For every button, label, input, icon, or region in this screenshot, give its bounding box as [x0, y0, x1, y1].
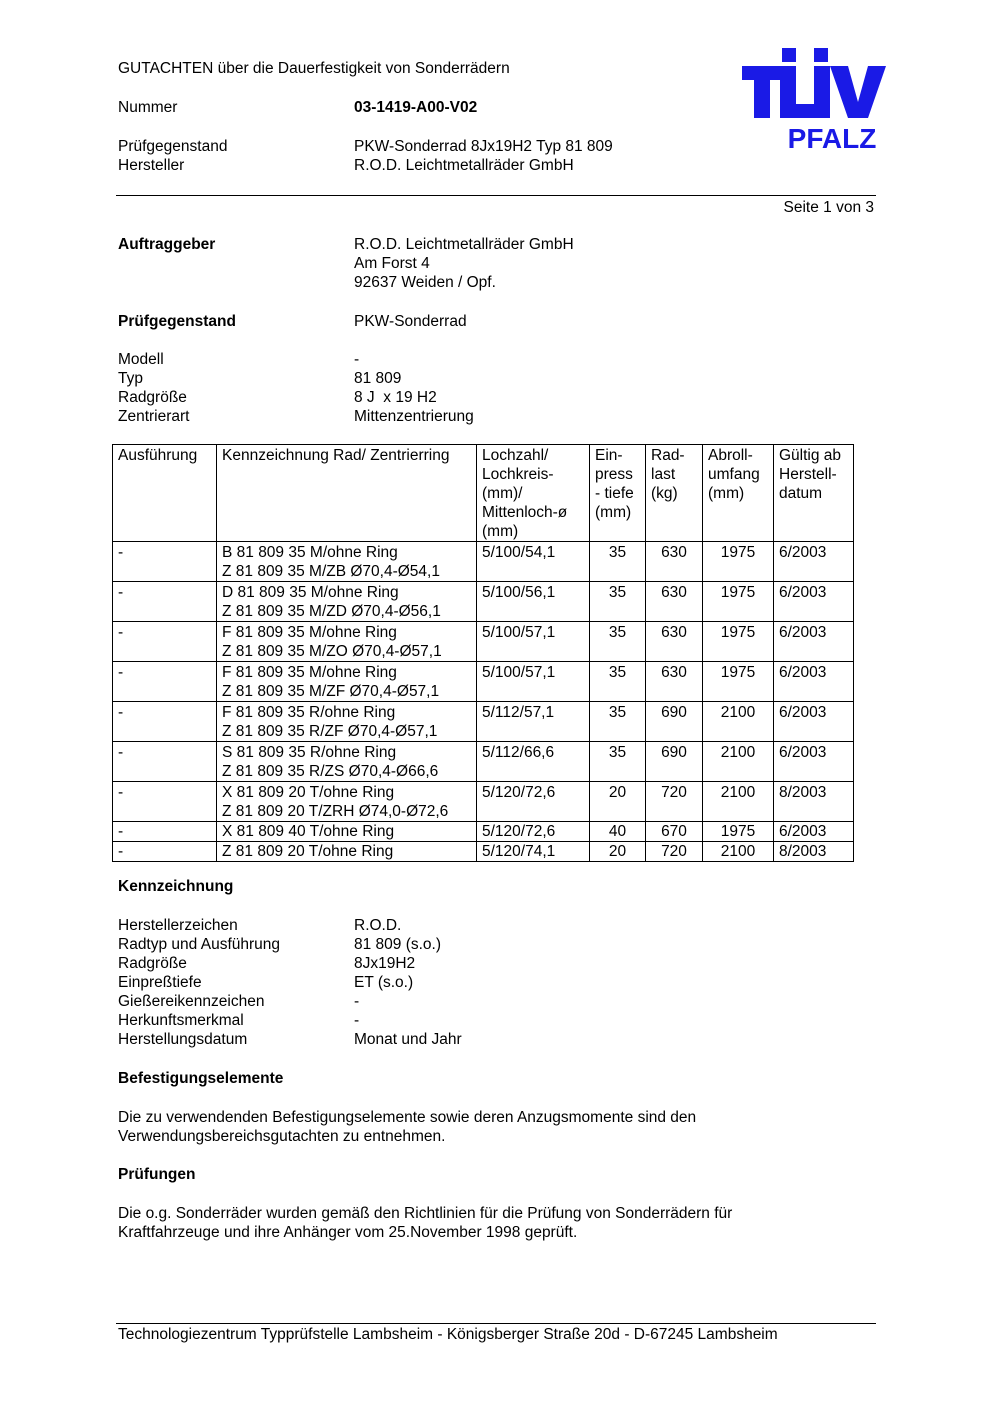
- table-row: [113, 662, 854, 702]
- table-row: [113, 822, 854, 842]
- cell-datum: 6/2003: [774, 622, 854, 662]
- cell-lochkreis: 5/120/74,1: [477, 842, 590, 862]
- logo-umlaut-dot: [782, 48, 796, 62]
- cell-ausfuehrung: -: [113, 662, 217, 702]
- field-label: Radgröße: [118, 955, 187, 972]
- cell-datum: 8/2003: [774, 842, 854, 862]
- field-label: Typ: [118, 370, 143, 387]
- field-label: Radgröße: [118, 389, 187, 406]
- pruefgegenstand-label: Prüfgegenstand: [118, 138, 228, 155]
- field-label: Zentrierart: [118, 408, 190, 425]
- table-header-row: [113, 445, 854, 542]
- cell-kennzeichnung: X 81 809 40 T/ohne Ring: [217, 822, 477, 842]
- cell-lochkreis: 5/100/57,1: [477, 622, 590, 662]
- hersteller-value: R.O.D. Leichtmetallräder GmbH: [354, 157, 574, 174]
- auftraggeber-line: 92637 Weiden / Opf.: [354, 274, 496, 291]
- cell-radlast: 630: [646, 622, 703, 662]
- table-row: [113, 842, 854, 862]
- table-row: [113, 542, 854, 582]
- field-value: -: [354, 1012, 360, 1029]
- wheel-spec-table: [112, 444, 854, 862]
- cell-einpresstiefe: 35: [590, 662, 646, 702]
- table-row: [113, 782, 854, 822]
- field-value: -: [354, 351, 360, 368]
- cell-ausfuehrung: -: [113, 822, 217, 842]
- cell-einpresstiefe: 20: [590, 842, 646, 862]
- field-label: Gießereikennzeichen: [118, 993, 265, 1010]
- cell-einpresstiefe: 20: [590, 782, 646, 822]
- field-value: 81 809 (s.o.): [354, 936, 442, 953]
- cell-datum: 6/2003: [774, 742, 854, 782]
- auftraggeber-label: Auftraggeber: [118, 236, 216, 253]
- field-label: Radtyp und Ausführung: [118, 936, 281, 953]
- field-value: ET (s.o.): [354, 974, 414, 991]
- logo-umlaut-dot: [814, 48, 828, 62]
- pruefgegenstand-section-value: PKW-Sonderrad: [354, 313, 467, 330]
- field-label: Modell: [118, 351, 164, 368]
- cell-einpresstiefe: 35: [590, 702, 646, 742]
- field-value: R.O.D.: [354, 917, 402, 934]
- cell-einpresstiefe: 35: [590, 742, 646, 782]
- pruefungen-text: Kraftfahrzeuge und ihre Anhänger vom 25.November 1998 geprüft.: [118, 1224, 578, 1241]
- cell-datum: 6/2003: [774, 662, 854, 702]
- table-row: [113, 622, 854, 662]
- cell-radlast: 630: [646, 662, 703, 702]
- cell-datum: 6/2003: [774, 582, 854, 622]
- field-value: 8Jx19H2: [354, 955, 416, 972]
- cell-einpresstiefe: 35: [590, 582, 646, 622]
- pruefgegenstand-value: PKW-Sonderrad 8Jx19H2 Typ 81 809: [354, 138, 613, 155]
- cell-radlast: 720: [646, 782, 703, 822]
- column-header: Kennzeichnung Rad/ Zentrierring: [217, 445, 477, 542]
- cell-abrollumfang: 1975: [703, 622, 774, 662]
- cell-ausfuehrung: -: [113, 742, 217, 782]
- pruefungen-text: Die o.g. Sonderräder wurden gemäß den Richtlinien für die Prüfung von Sonderrädern für: [118, 1205, 733, 1222]
- kennzeichnung-title: Kennzeichnung: [118, 878, 234, 895]
- cell-radlast: 690: [646, 702, 703, 742]
- cell-lochkreis: 5/112/66,6: [477, 742, 590, 782]
- auftraggeber-line: Am Forst 4: [354, 255, 430, 272]
- column-header: Ein- press - tiefe (mm): [590, 445, 646, 542]
- table-row: [113, 582, 854, 622]
- cell-lochkreis: 5/100/56,1: [477, 582, 590, 622]
- cell-radlast: 670: [646, 822, 703, 842]
- cell-radlast: 690: [646, 742, 703, 782]
- tuv-pfalz-logo: [740, 46, 888, 152]
- cell-lochkreis: 5/100/57,1: [477, 662, 590, 702]
- table-row: [113, 742, 854, 782]
- field-label: Herstellungsdatum: [118, 1031, 248, 1048]
- table-row: [113, 702, 854, 742]
- cell-datum: 6/2003: [774, 822, 854, 842]
- field-value: -: [354, 993, 360, 1010]
- field-label: Herstellerzeichen: [118, 917, 238, 934]
- header-divider: [116, 195, 876, 196]
- cell-lochkreis: 5/120/72,6: [477, 822, 590, 842]
- cell-radlast: 630: [646, 542, 703, 582]
- befestigung-title: Befestigungselemente: [118, 1070, 284, 1087]
- cell-abrollumfang: 2100: [703, 742, 774, 782]
- logo-subtitle: PFALZ: [787, 123, 877, 152]
- cell-kennzeichnung: D 81 809 35 M/ohne Ring Z 81 809 35 M/ZD Ø70,4-Ø56,1: [217, 582, 477, 622]
- column-header: Lochzahl/ Lochkreis- (mm)/ Mittenloch-ø (mm): [477, 445, 590, 542]
- cell-lochkreis: 5/120/72,6: [477, 782, 590, 822]
- cell-datum: 6/2003: [774, 702, 854, 742]
- cell-ausfuehrung: -: [113, 622, 217, 662]
- cell-abrollumfang: 1975: [703, 542, 774, 582]
- cell-radlast: 630: [646, 582, 703, 622]
- cell-abrollumfang: 1975: [703, 582, 774, 622]
- field-value: Mittenzentrierung: [354, 408, 474, 425]
- cell-kennzeichnung: F 81 809 35 M/ohne Ring Z 81 809 35 M/ZO Ø70,4-Ø57,1: [217, 622, 477, 662]
- cell-ausfuehrung: -: [113, 542, 217, 582]
- cell-kennzeichnung: F 81 809 35 M/ohne Ring Z 81 809 35 M/ZF Ø70,4-Ø57,1: [217, 662, 477, 702]
- nummer-value: 03-1419-A00-V02: [354, 99, 478, 116]
- hersteller-label: Hersteller: [118, 157, 185, 174]
- document-title: GUTACHTEN über die Dauerfestigkeit von Sonderrädern: [118, 60, 510, 77]
- column-header: Abroll- umfang (mm): [703, 445, 774, 542]
- cell-kennzeichnung: X 81 809 20 T/ohne Ring Z 81 809 20 T/ZRH Ø74,0-Ø72,6: [217, 782, 477, 822]
- cell-abrollumfang: 2100: [703, 702, 774, 742]
- field-value: 8 J x 19 H2: [354, 389, 437, 406]
- cell-kennzeichnung: B 81 809 35 M/ohne Ring Z 81 809 35 M/ZB Ø70,4-Ø54,1: [217, 542, 477, 582]
- auftraggeber-line: R.O.D. Leichtmetallräder GmbH: [354, 236, 574, 253]
- cell-einpresstiefe: 35: [590, 622, 646, 662]
- field-label: Einpreßtiefe: [118, 974, 202, 991]
- page-indicator: Seite 1 von 3: [783, 199, 874, 216]
- cell-einpresstiefe: 40: [590, 822, 646, 842]
- cell-ausfuehrung: -: [113, 582, 217, 622]
- cell-ausfuehrung: -: [113, 842, 217, 862]
- cell-kennzeichnung: F 81 809 35 R/ohne Ring Z 81 809 35 R/ZF Ø70,4-Ø57,1: [217, 702, 477, 742]
- befestigung-text: Verwendungsbereichsgutachten zu entnehmen.: [118, 1128, 446, 1145]
- pruefungen-title: Prüfungen: [118, 1166, 196, 1183]
- nummer-label: Nummer: [118, 99, 178, 116]
- pruefgegenstand-section-label: Prüfgegenstand: [118, 313, 236, 330]
- cell-radlast: 720: [646, 842, 703, 862]
- field-value: 81 809: [354, 370, 402, 387]
- footer-divider: [116, 1323, 876, 1324]
- cell-lochkreis: 5/112/57,1: [477, 702, 590, 742]
- cell-abrollumfang: 2100: [703, 842, 774, 862]
- column-header: Gültig ab Herstell- datum: [774, 445, 854, 542]
- footer-address: Technologiezentrum Typprüfstelle Lambsheim - Königsberger Straße 20d - D-67245 Lambsheim: [118, 1326, 778, 1343]
- cell-datum: 6/2003: [774, 542, 854, 582]
- field-label: Herkunftsmerkmal: [118, 1012, 244, 1029]
- cell-einpresstiefe: 35: [590, 542, 646, 582]
- cell-abrollumfang: 2100: [703, 782, 774, 822]
- befestigung-text: Die zu verwendenden Befestigungselemente sowie deren Anzugsmomente sind den: [118, 1109, 697, 1126]
- cell-lochkreis: 5/100/54,1: [477, 542, 590, 582]
- column-header: Ausführung: [113, 445, 217, 542]
- field-value: Monat und Jahr: [354, 1031, 462, 1048]
- cell-abrollumfang: 1975: [703, 662, 774, 702]
- cell-ausfuehrung: -: [113, 702, 217, 742]
- column-header: Rad- last (kg): [646, 445, 703, 542]
- cell-datum: 8/2003: [774, 782, 854, 822]
- cell-ausfuehrung: -: [113, 782, 217, 822]
- logo-letters: [742, 48, 886, 118]
- cell-abrollumfang: 1975: [703, 822, 774, 842]
- cell-kennzeichnung: Z 81 809 20 T/ohne Ring: [217, 842, 477, 862]
- cell-kennzeichnung: S 81 809 35 R/ohne Ring Z 81 809 35 R/ZS Ø70,4-Ø66,6: [217, 742, 477, 782]
